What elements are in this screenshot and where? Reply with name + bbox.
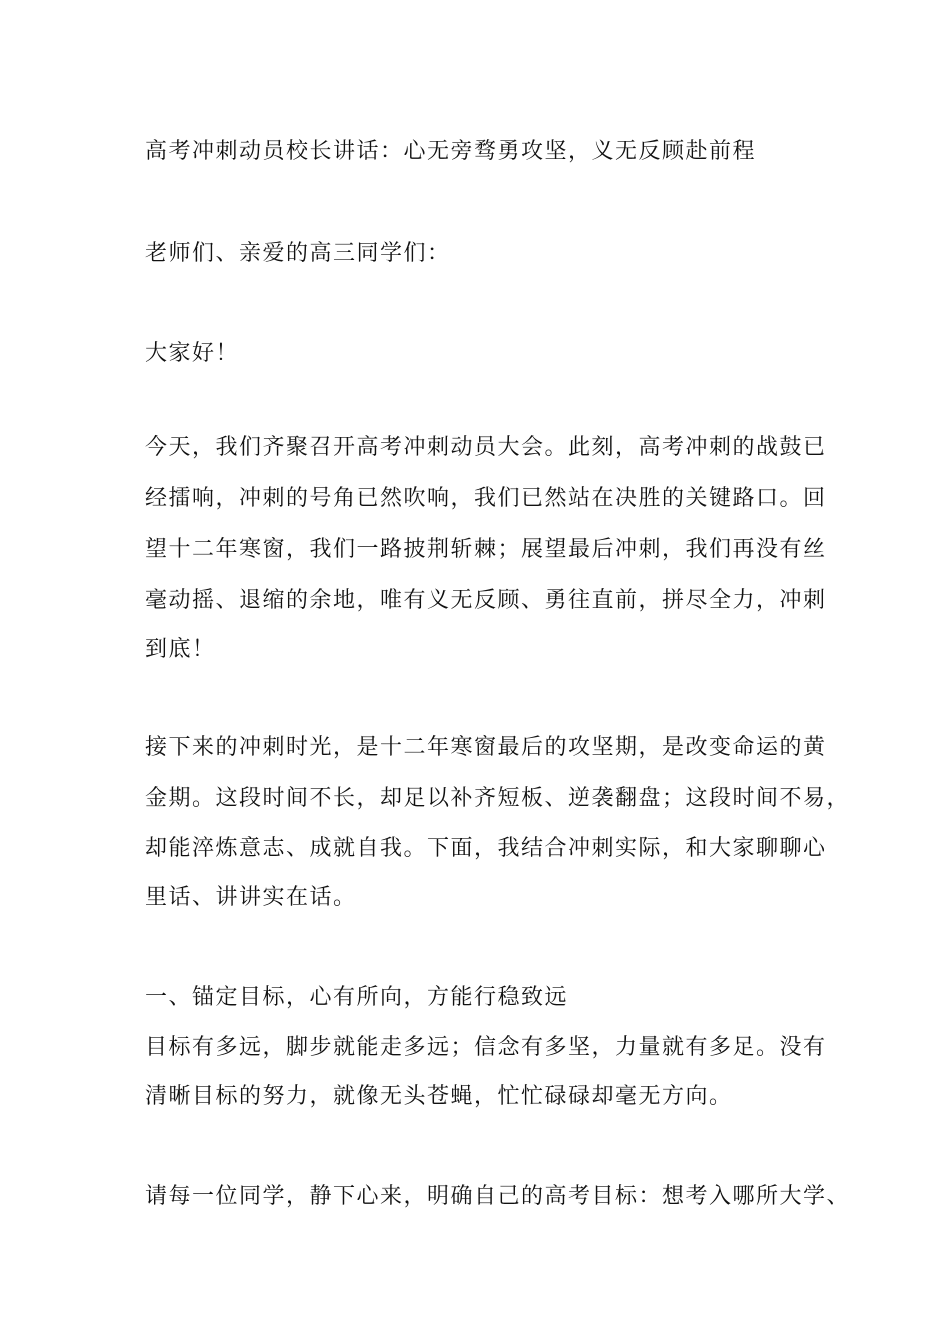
paragraph-line: 目标有多远，脚步就能走多远；信念有多坚，力量就有多足。没有 (145, 1035, 827, 1060)
section-heading: 一、锚定目标，心有所向，方能行稳致远 (145, 985, 569, 1010)
salutation: 老师们、亲爱的高三同学们： (145, 241, 451, 266)
paragraph-line: 今天，我们齐聚召开高考冲刺动员大会。此刻，高考冲刺的战鼓已 (145, 435, 827, 460)
paragraph-line: 里话、讲讲实在话。 (145, 885, 357, 910)
paragraph-line: 到底！ (145, 637, 216, 662)
paragraph-line: 清晰目标的努力，就像无头苍蝇，忙忙碌碌却毫无方向。 (145, 1084, 733, 1109)
paragraph-line: 请每一位同学，静下心来，明确自己的高考目标：想考入哪所大学、 (145, 1184, 851, 1209)
paragraph-line: 望十二年寒窗，我们一路披荆斩棘；展望最后冲刺，我们再没有丝 (145, 537, 827, 562)
paragraph-line: 却能淬炼意志、成就自我。下面，我结合冲刺实际，和大家聊聊心 (145, 836, 827, 861)
paragraph-line: 接下来的冲刺时光，是十二年寒窗最后的攻坚期，是改变命运的黄 (145, 735, 827, 760)
document-title: 高考冲刺动员校长讲话：心无旁骛勇攻坚，义无反顾赴前程 (145, 139, 757, 164)
paragraph-line: 金期。这段时间不长，却足以补齐短板、逆袭翻盘；这段时间不易， (145, 786, 851, 811)
paragraph-line: 毫动摇、退缩的余地，唯有义无反顾、勇往直前，拼尽全力，冲刺 (145, 588, 827, 613)
paragraph-line: 经擂响，冲刺的号角已然吹响，我们已然站在决胜的关键路口。回 (145, 486, 827, 511)
greeting: 大家好！ (145, 341, 240, 366)
